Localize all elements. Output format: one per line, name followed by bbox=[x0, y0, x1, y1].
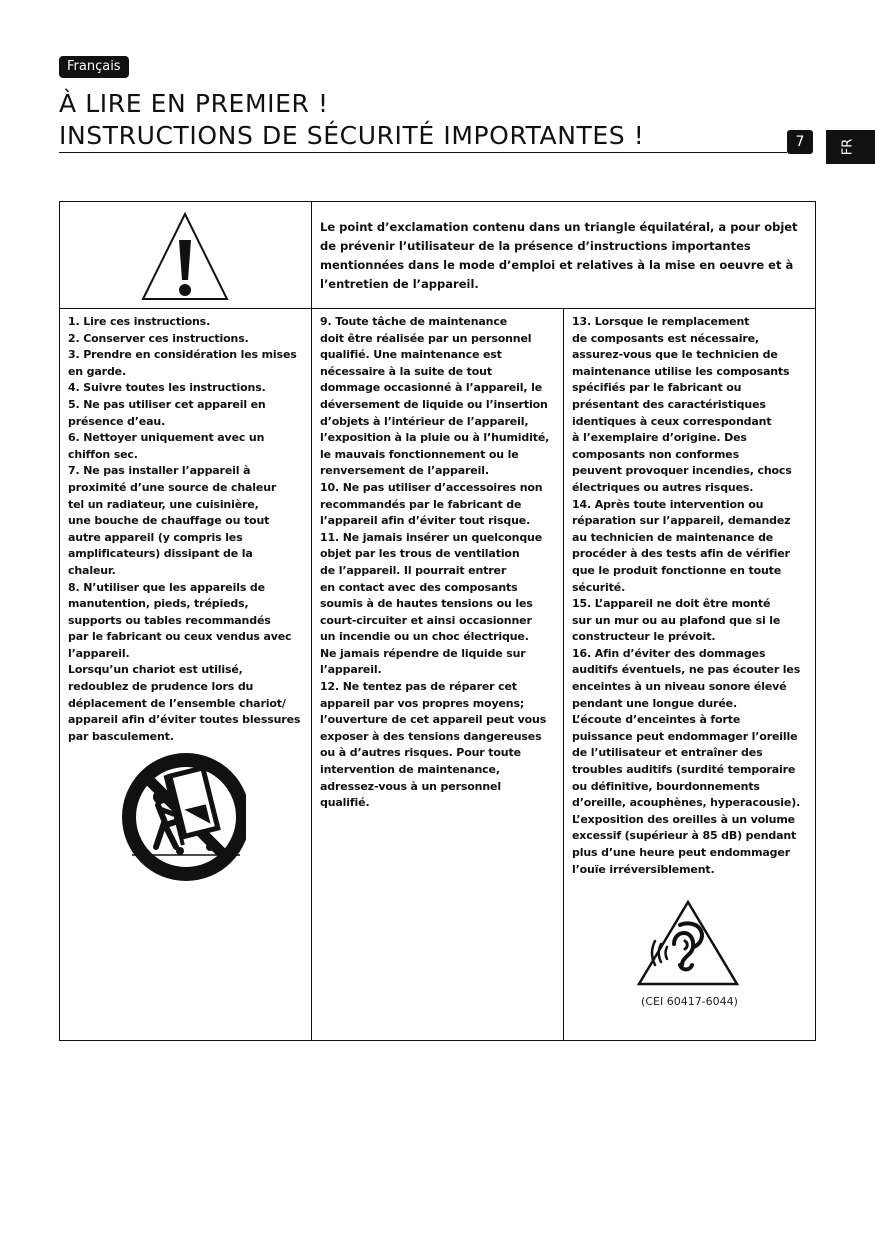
text-line: ou définitive, bourdonnements bbox=[572, 779, 760, 793]
text-line: ou à d’autres risques. Pour toute bbox=[320, 746, 521, 760]
text-line: Lorsqu’un chariot est utilisé, bbox=[68, 663, 243, 677]
text-line: l’appareil afin d’éviter tout risque. bbox=[320, 514, 531, 528]
column-2-text bbox=[320, 314, 555, 812]
text-line: doit être réalisée par un personnel bbox=[320, 331, 532, 345]
text-line: plus d’une heure peut endommager bbox=[572, 846, 790, 859]
side-tab-label: FR bbox=[840, 138, 856, 156]
column-3-text bbox=[572, 314, 807, 878]
text-line: l’appareil. bbox=[320, 663, 382, 677]
text-line: enceintes à un niveau sonore élevé bbox=[572, 680, 787, 694]
text-line: 6. Nettoyer uniquement avec un bbox=[68, 431, 265, 445]
text-line: tel un radiateur, une cuisinière, bbox=[68, 497, 259, 511]
text-line: troubles auditifs (surdité temporaire bbox=[572, 763, 796, 777]
text-line: procéder à des tests afin de vérifier bbox=[572, 547, 790, 561]
text-line: 3. Prendre en considération les mises bbox=[68, 348, 297, 362]
text-line: intervention de maintenance, bbox=[320, 763, 500, 777]
text-line: le mauvais fonctionnement ou le bbox=[320, 447, 519, 461]
text-line: que le produit fonctionne en toute bbox=[572, 563, 782, 577]
text-line: identiques à ceux correspondant bbox=[572, 414, 772, 428]
text-line: proximité d’une source de chaleur bbox=[68, 480, 277, 494]
text-line: 14. Après toute intervention ou bbox=[572, 497, 764, 511]
title-line-1: À LIRE EN PREMIER ! bbox=[59, 89, 329, 118]
text-line: présentant des caractéristiques bbox=[572, 397, 766, 411]
text-line: de l’appareil. Il pourrait entrer bbox=[320, 563, 507, 577]
language-side-tab bbox=[826, 130, 875, 164]
hearing-damage-icon bbox=[636, 899, 740, 989]
text-line: appareil par vos propres moyens; bbox=[320, 696, 525, 710]
warning-intro-text: Le point d’exclamation contenu dans un triangle équilatéral, a pour objet de prévenir l’utilisateur de la présence d’instructions importantes mentionnées dans le mode d’emploi et relatives à la mise en oeuvre et à l’entretien de l’appareil. bbox=[320, 220, 798, 291]
text-line: électriques ou autres risques. bbox=[572, 480, 754, 494]
text-line: une bouche de chauffage ou tout bbox=[68, 514, 270, 528]
text-line: assurez-vous que le technicien de bbox=[572, 348, 778, 362]
text-line: 8. N’utiliser que les appareils de bbox=[68, 580, 265, 594]
text-line: 4. Suivre toutes les instructions. bbox=[68, 381, 266, 395]
text-line: de composants est nécessaire, bbox=[572, 331, 759, 345]
text-line: 9. Toute tâche de maintenance bbox=[320, 315, 508, 328]
text-line: 1. Lire ces instructions. bbox=[68, 315, 211, 328]
text-line: par basculement. bbox=[68, 729, 174, 743]
text-line: 10. Ne pas utiliser d’accessoires non bbox=[320, 480, 543, 494]
text-line: redoublez de prudence lors du bbox=[68, 680, 254, 694]
text-line: sécurité. bbox=[572, 580, 626, 594]
text-line: court-circuiter et ainsi occasionner bbox=[320, 613, 532, 627]
text-line: qualifié. Une maintenance est bbox=[320, 348, 502, 362]
text-line: 7. Ne pas installer l’appareil à bbox=[68, 464, 251, 478]
warning-intro-cell bbox=[312, 202, 815, 309]
text-line: appareil afin d’éviter toutes blessures bbox=[68, 713, 301, 727]
text-line: amplificateurs) dissipant de la bbox=[68, 547, 253, 561]
text-line: un incendie ou un choc électrique. bbox=[320, 630, 529, 644]
text-line: en garde. bbox=[68, 364, 127, 378]
text-line: spécifiés par le fabricant ou bbox=[572, 381, 742, 395]
page-title bbox=[59, 88, 789, 152]
text-line: sur un mur ou au plafond que si le bbox=[572, 613, 781, 627]
text-line: puissance peut endommager l’oreille bbox=[572, 729, 798, 743]
text-line: présence d’eau. bbox=[68, 414, 166, 428]
text-line: 13. Lorsque le remplacement bbox=[572, 315, 750, 328]
warning-symbol-cell bbox=[60, 202, 312, 309]
text-line: dommage occasionné à l’appareil, le bbox=[320, 381, 543, 395]
text-line: 16. Afin d’éviter des dommages bbox=[572, 646, 766, 660]
text-line: objet par les trous de ventilation bbox=[320, 547, 520, 561]
text-line: 11. Ne jamais insérer un quelconque bbox=[320, 530, 543, 544]
text-line: adressez-vous à un personnel bbox=[320, 779, 501, 793]
text-line: 12. Ne tentez pas de réparer cet bbox=[320, 680, 517, 694]
text-line: nécessaire à la suite de tout bbox=[320, 364, 492, 378]
title-line-2: INSTRUCTIONS DE SÉCURITÉ IMPORTANTES ! bbox=[59, 121, 645, 150]
text-line: chaleur. bbox=[68, 563, 116, 577]
text-line: auditifs éventuels, ne pas écouter les bbox=[572, 663, 801, 677]
instructions-column-3 bbox=[564, 309, 815, 1040]
text-line: chiffon sec. bbox=[68, 447, 138, 461]
text-line: manutention, pieds, trépieds, bbox=[68, 597, 249, 611]
text-line: à l’exemplaire d’origine. Des bbox=[572, 431, 747, 445]
text-line: 15. L’appareil ne doit être monté bbox=[572, 597, 771, 611]
text-line: déversement de liquide ou l’insertion bbox=[320, 397, 548, 411]
instructions-column-1 bbox=[60, 309, 312, 1040]
text-line: exposer à des tensions dangereuses bbox=[320, 729, 542, 743]
text-line: soumis à de hautes tensions ou les bbox=[320, 597, 533, 611]
text-line: Ne jamais répendre de liquide sur bbox=[320, 646, 526, 660]
text-line: supports ou tables recommandés bbox=[68, 613, 271, 627]
text-line: L’écoute d’enceintes à forte bbox=[572, 713, 741, 727]
text-line: l’exposition à la pluie ou à l’humidité, bbox=[320, 431, 550, 445]
safety-table bbox=[59, 201, 816, 1041]
column-1-text bbox=[68, 314, 303, 745]
text-line: au technicien de maintenance de bbox=[572, 530, 774, 544]
text-line: autre appareil (y compris les bbox=[68, 530, 243, 544]
text-line: composants non conformes bbox=[572, 447, 740, 461]
text-line: recommandés par le fabricant de bbox=[320, 497, 522, 511]
text-line: d’oreille, acouphènes, hyperacousie). bbox=[572, 796, 801, 810]
language-badge: Français bbox=[59, 56, 129, 78]
iec-standard-label: (CEI 60417-6044) bbox=[641, 995, 738, 1008]
text-line: maintenance utilise les composants bbox=[572, 364, 790, 378]
text-line: 2. Conserver ces instructions. bbox=[68, 331, 249, 345]
text-line: d’objets à l’intérieur de l’appareil, bbox=[320, 414, 529, 428]
text-line: pendant une longue durée. bbox=[572, 696, 737, 710]
text-line: réparation sur l’appareil, demandez bbox=[572, 514, 791, 528]
title-divider bbox=[59, 152, 787, 153]
text-line: l’ouïe irréversiblement. bbox=[572, 862, 715, 876]
text-line: l’ouverture de cet appareil peut vous bbox=[320, 713, 547, 727]
text-line: déplacement de l’ensemble chariot/ bbox=[68, 696, 286, 710]
text-line: par le fabricant ou ceux vendus avec bbox=[68, 630, 292, 644]
text-line: excessif (supérieur à 85 dB) pendant bbox=[572, 829, 797, 843]
text-line: renversement de l’appareil. bbox=[320, 464, 489, 478]
text-line: constructeur le prévoit. bbox=[572, 630, 716, 644]
text-line: qualifié. bbox=[320, 796, 370, 810]
exclamation-triangle-icon bbox=[140, 210, 230, 302]
cart-tip-over-icon bbox=[120, 749, 246, 889]
text-line: 5. Ne pas utiliser cet appareil en bbox=[68, 397, 266, 411]
instructions-column-2 bbox=[312, 309, 564, 1040]
page-number: 7 bbox=[787, 130, 813, 154]
text-line: L’exposition des oreilles à un volume bbox=[572, 812, 795, 826]
text-line: de l’utilisateur et entraîner des bbox=[572, 746, 763, 760]
text-line: peuvent provoquer incendies, chocs bbox=[572, 464, 792, 478]
text-line: en contact avec des composants bbox=[320, 580, 518, 594]
text-line: l’appareil. bbox=[68, 646, 130, 660]
